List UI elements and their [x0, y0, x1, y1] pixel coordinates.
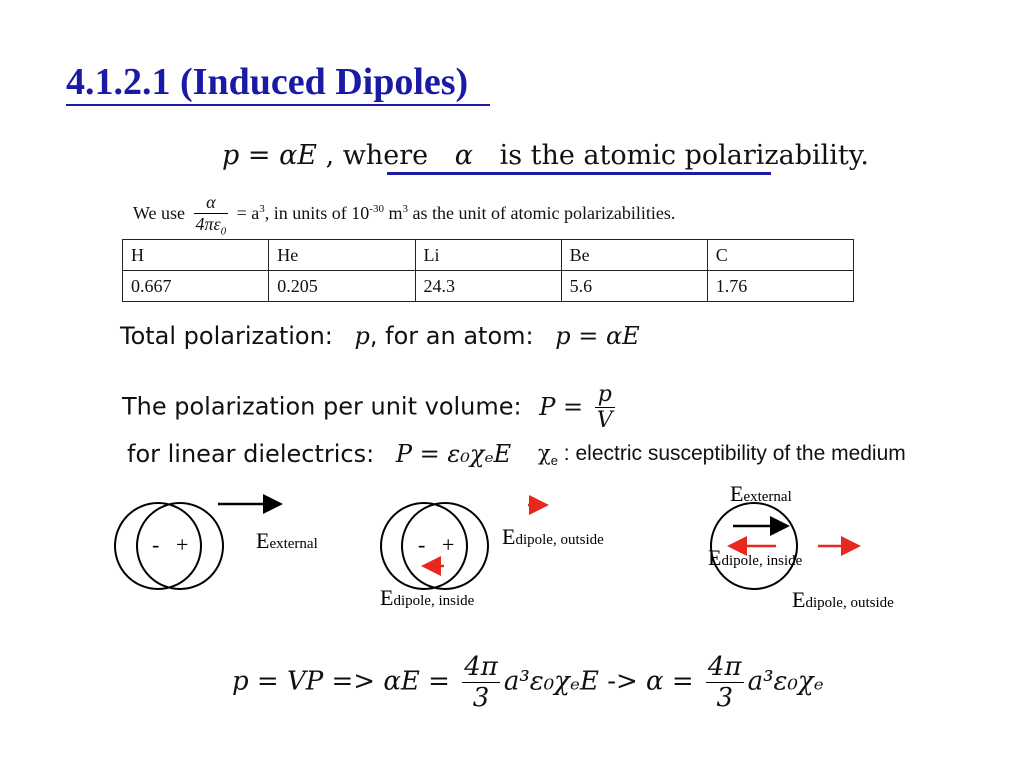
fraction-denominator: 3 [716, 683, 734, 713]
linear-equation: P = ε₀χₑE [395, 440, 512, 468]
dipole-equation: p = αE [222, 140, 318, 171]
equals-a: = a [236, 202, 260, 223]
a-exponent: 3 [259, 202, 265, 215]
fraction-numerator: 4π [707, 652, 742, 682]
polarizability-table [122, 239, 854, 302]
per-volume-line [122, 382, 619, 433]
table-row [123, 271, 854, 302]
table-header-cell: Li [415, 240, 561, 271]
in-units-text: , in units of 10 [264, 202, 370, 223]
dipole-outside-label: Edipole, outside [792, 587, 894, 612]
total-label: Total polarization: [120, 322, 333, 350]
per-volume-numerator: p [595, 382, 615, 408]
final-fraction-2 [706, 652, 744, 713]
final-part2: a³ε₀χₑE [503, 666, 599, 697]
atom-a [115, 503, 318, 589]
fraction-numerator: 4π [464, 652, 498, 682]
table-cell: 5.6 [561, 271, 707, 302]
final-part4: a³ε₀χₑ [747, 666, 824, 697]
atom-c [708, 481, 894, 612]
external-field-label: Eexternal [730, 481, 792, 506]
induced-dipole-diagram [0, 470, 1024, 620]
den-sub: 0 [220, 225, 227, 238]
per-volume-fraction [595, 382, 615, 433]
total-equation: p = αE [555, 322, 640, 350]
linear-dielectrics-line [127, 440, 511, 468]
plus-charge: + [176, 532, 189, 557]
alpha-fraction [194, 192, 229, 238]
unit-exponent: -30 [369, 202, 384, 215]
dipole-outside-label: Edipole, outside [502, 524, 604, 549]
alpha-symbol: α [454, 140, 473, 171]
per-volume-lhs: P = [539, 392, 584, 421]
table-cell: 24.3 [415, 271, 561, 302]
susceptibility-note [538, 441, 906, 468]
definition-underline [387, 172, 771, 175]
units-rest-text: as the unit of atomic polarizabilities. [408, 202, 676, 223]
table-row [123, 240, 854, 271]
linear-label: for linear dielectrics: [127, 440, 375, 468]
definition-description: is the atomic polarizability. [499, 140, 870, 171]
table-cell: 0.667 [123, 271, 269, 302]
minus-charge: - [418, 532, 426, 557]
per-volume-label: The polarization per unit volume: [122, 392, 522, 421]
per-volume-denominator: V [596, 408, 613, 433]
plus-charge: + [442, 532, 455, 557]
chi-text: : electric susceptibility of the medium [557, 442, 906, 465]
final-fraction-1 [462, 652, 500, 713]
dipole-inside-label: Edipole, inside [380, 585, 475, 610]
atom-b [380, 503, 604, 610]
meter-exponent: 3 [402, 202, 408, 215]
table-header-cell: He [269, 240, 415, 271]
page-title: 4.1.2.1 (Induced Dipoles) [66, 61, 469, 103]
dipole-inside-label: Edipole, inside [708, 545, 803, 570]
den-text: 4πε [195, 214, 221, 234]
external-field-label: Eexternal [256, 528, 318, 553]
fraction-denominator [194, 214, 229, 238]
meter-text: m [383, 202, 403, 223]
total-p: p [354, 322, 370, 350]
polarizability-definition [222, 140, 869, 171]
chi-subscript: e [550, 453, 558, 469]
table-header-cell: C [707, 240, 853, 271]
fraction-denominator: 3 [472, 683, 490, 713]
units-note [133, 192, 675, 238]
title-underline [66, 104, 490, 106]
table-cell: 0.205 [269, 271, 415, 302]
final-part3: α = [646, 666, 694, 697]
final-arrow: -> [598, 666, 647, 697]
for-atom-text: , for an atom: [369, 322, 534, 350]
table-header-cell: Be [561, 240, 707, 271]
where-text: , where [325, 140, 429, 171]
chi-symbol: χ [538, 441, 551, 465]
total-polarization-line [120, 322, 640, 350]
final-equation [232, 652, 824, 713]
table-header-cell: H [123, 240, 269, 271]
final-part1: p = VP => αE = [232, 666, 450, 697]
we-use-text: We use [133, 202, 186, 223]
minus-charge: - [152, 532, 160, 557]
table-cell: 1.76 [707, 271, 853, 302]
fraction-numerator: α [194, 192, 229, 214]
